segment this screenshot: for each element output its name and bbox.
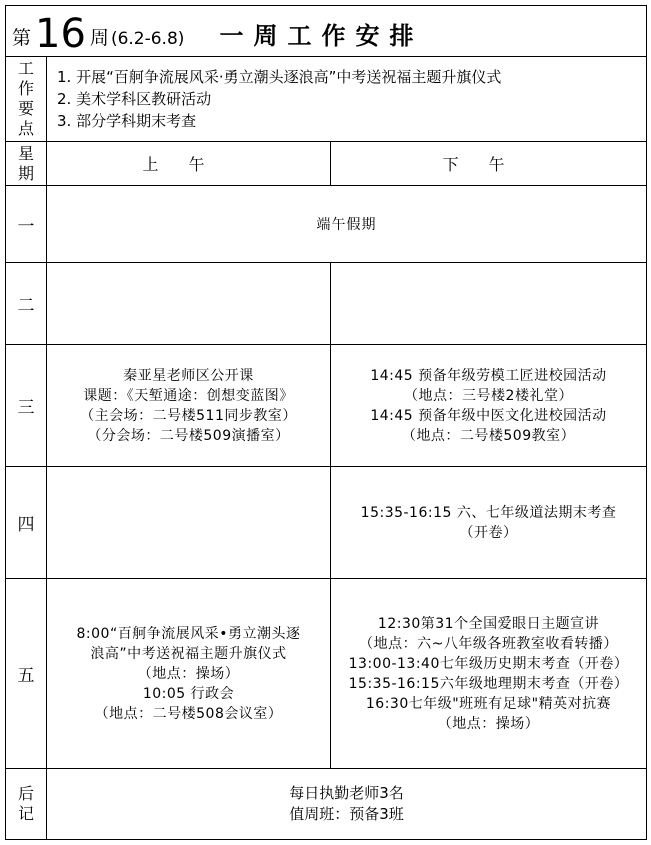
column-header-row — [6, 142, 647, 186]
schedule-line: （地点：六~八年级各班教室收看转播） — [359, 635, 618, 652]
friday-morning — [47, 579, 331, 769]
tuesday-afternoon — [331, 263, 647, 345]
schedule-line: （主会场：二号楼511同步教室） — [80, 407, 297, 424]
friday-afternoon — [331, 579, 647, 769]
schedule-line: 14:45 预备年级中医文化进校园活动 — [370, 407, 607, 424]
key-points-list — [47, 57, 647, 142]
key-point-item: 2. 美术学科区教研活动 — [57, 90, 212, 108]
note-line: 每日执勤老师3名 — [289, 784, 404, 802]
schedule-line: 10:05 行政会 — [142, 685, 235, 702]
schedule-line: （分会场：二号楼509演播室） — [87, 427, 290, 444]
day-label: 三 — [6, 345, 47, 467]
thursday-afternoon — [331, 467, 647, 579]
key-points-label — [6, 57, 47, 142]
schedule-line: （开卷） — [459, 524, 518, 541]
label-char: 期 — [17, 163, 34, 183]
key-point-item: 3. 部分学科期末考查 — [57, 112, 197, 130]
week-suffix: 周 — [89, 27, 109, 49]
day-label: 四 — [6, 467, 47, 579]
schedule-line: 15:35-16:15六年级地理期末考查（开卷） — [348, 675, 629, 692]
key-points-row — [6, 57, 647, 142]
afternoon-header: 下午 — [331, 142, 647, 186]
schedule-line: 14:45 预备年级劳模工匠进校园活动 — [370, 367, 607, 384]
schedule-line: （地点：操场） — [137, 665, 240, 682]
day-label: 五 — [6, 579, 47, 769]
notes-label — [6, 769, 47, 840]
schedule-line: 8:00“百舸争流展风采•勇立潮头逐 — [76, 625, 301, 642]
tuesday-morning — [47, 263, 331, 345]
notes-row — [6, 769, 647, 840]
label-char: 星 — [17, 143, 34, 163]
label-char: 工 — [17, 59, 34, 78]
schedule-line: （地点：操场） — [437, 715, 540, 732]
label-char: 点 — [17, 119, 34, 138]
date-range: (6.2-6.8) — [110, 29, 185, 49]
page-title: 一周工作安排 — [219, 22, 424, 50]
title-row — [6, 6, 647, 57]
day-label: 一 — [6, 186, 47, 263]
day-row-tuesday — [6, 263, 647, 345]
schedule-line: 浪高”中考送祝福主题升旗仪式 — [90, 645, 287, 662]
morning-header: 上午 — [47, 142, 331, 186]
schedule-line: 秦亚星老师区公开课 — [123, 367, 254, 384]
day-row-friday — [6, 579, 647, 769]
schedule-line: （地点：二号楼508会议室） — [94, 705, 283, 722]
schedule-line: 12:30第31个全国爱眼日主题宣讲 — [377, 615, 600, 632]
title-cell — [6, 6, 647, 57]
schedule-line: 16:30七年级"班班有足球"精英对抗赛 — [365, 695, 612, 712]
day-row-wednesday — [6, 345, 647, 467]
day-label: 二 — [6, 263, 47, 345]
note-line: 值周班：预备3班 — [289, 805, 404, 823]
schedule-line: （地点：二号楼509教室） — [401, 427, 576, 444]
schedule-line: 15:35-16:15 六、七年级道法期末考查 — [360, 504, 617, 521]
label-char: 要 — [17, 99, 34, 118]
week-number: 16 — [35, 11, 86, 57]
schedule-line: 13:00-13:40七年级历史期末考查（开卷） — [348, 655, 629, 672]
day-row-thursday — [6, 467, 647, 579]
monday-full-day: 端午假期 — [47, 186, 647, 263]
thursday-morning — [47, 467, 331, 579]
label-char: 记 — [17, 804, 34, 823]
notes-content — [47, 769, 647, 840]
schedule-line: （地点：三号楼2楼礼堂） — [404, 387, 573, 404]
weekly-schedule-table — [5, 5, 647, 840]
schedule-line: 课题：《天堑通途：创想变蓝图》 — [83, 387, 294, 404]
day-column-header — [6, 142, 47, 186]
key-point-item: 1. 开展“百舸争流展风采·勇立潮头逐浪高”中考送祝福主题升旗仪式 — [57, 68, 502, 86]
label-char: 作 — [17, 79, 34, 98]
day-row-monday — [6, 186, 647, 263]
wednesday-morning — [47, 345, 331, 467]
label-char: 后 — [17, 784, 34, 803]
week-prefix: 第 — [12, 27, 32, 49]
wednesday-afternoon — [331, 345, 647, 467]
